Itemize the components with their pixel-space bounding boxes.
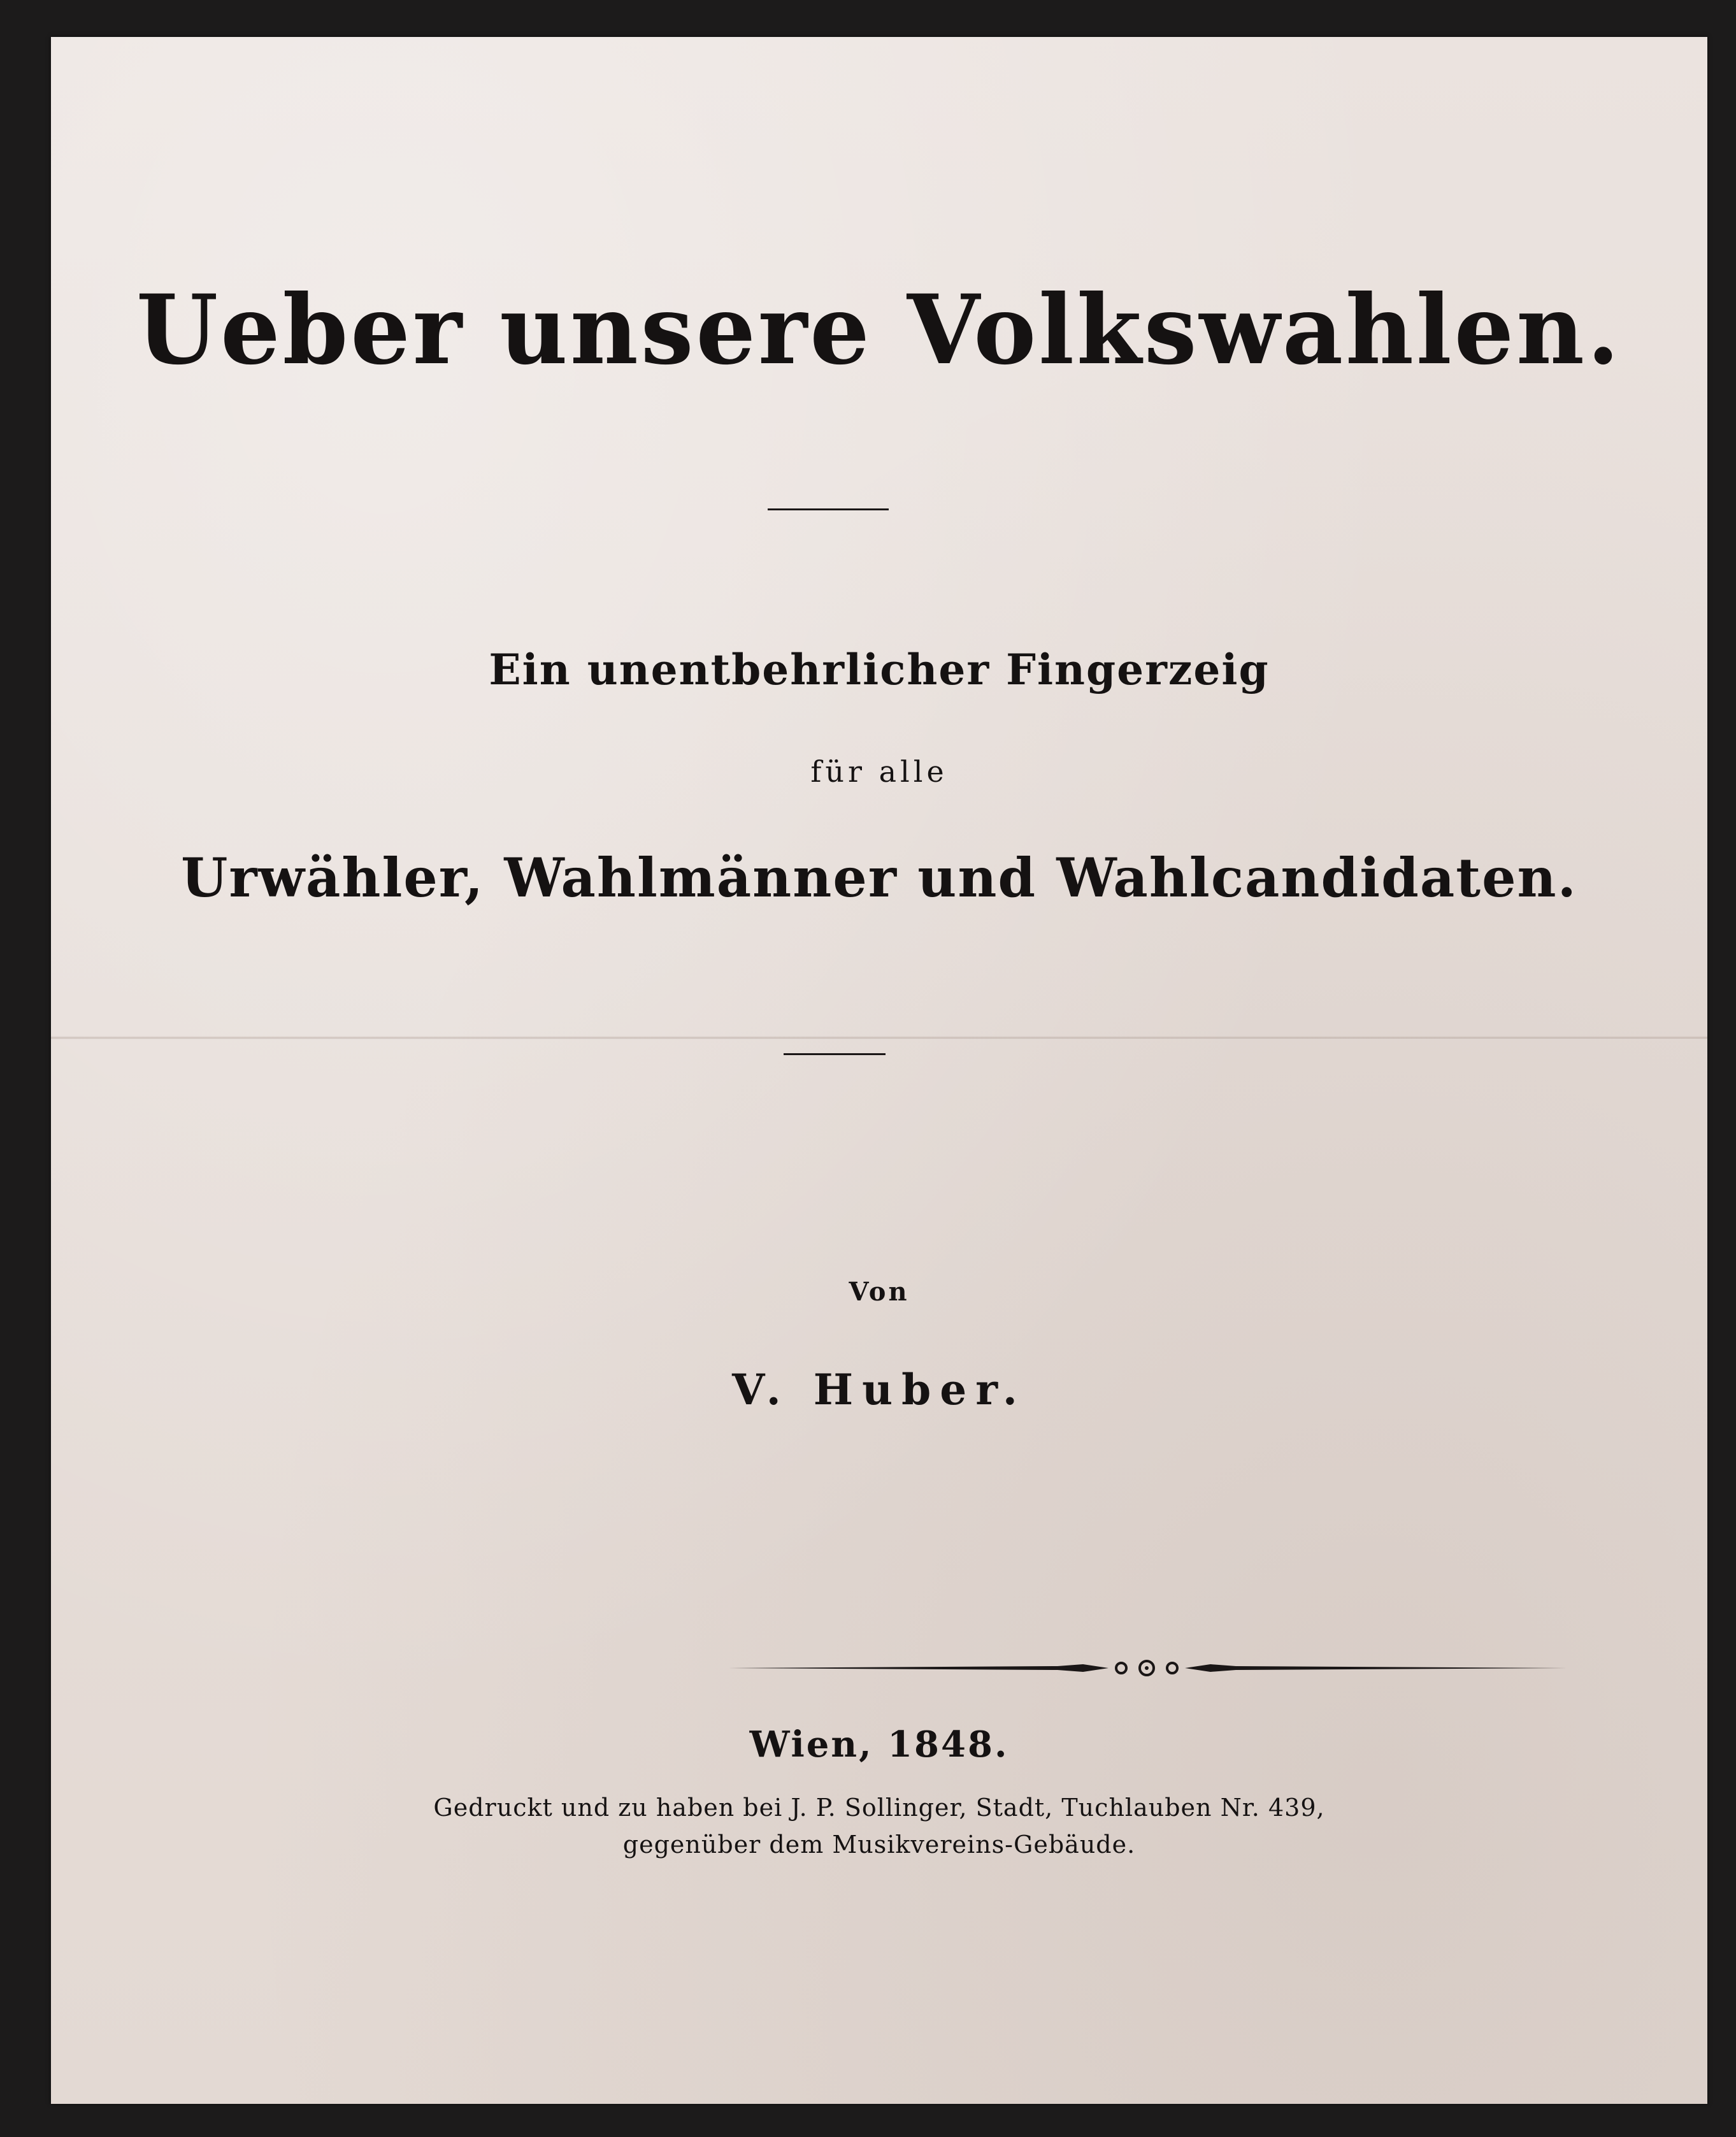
for-all-line: für alle xyxy=(810,754,948,789)
ornamental-rule xyxy=(726,1655,1567,1681)
author-name: V. Huber. xyxy=(732,1365,1026,1414)
printer-imprint: Gedruckt und zu haben bei J. P. Sollinger, Stadt, Tuchlauben Nr. 439, xyxy=(433,1794,1325,1822)
divider-rule xyxy=(768,508,889,510)
place-and-date: Wien, 1848. xyxy=(749,1723,1009,1766)
divider-rule xyxy=(784,1053,886,1055)
addressees-heading: Urwähler, Wahlmänner und Wahlcandidaten. xyxy=(181,846,1577,909)
document-subtitle: Ein unentbehrlicher Fingerzeig xyxy=(489,645,1270,694)
paper-fold xyxy=(51,1036,1707,1040)
printer-address: gegenüber dem Musikvereins-Gebäude. xyxy=(622,1831,1136,1859)
document-page xyxy=(51,37,1707,2104)
document-title: Ueber unsere Volkswahlen. xyxy=(136,274,1623,386)
by-line: Von xyxy=(849,1277,910,1307)
